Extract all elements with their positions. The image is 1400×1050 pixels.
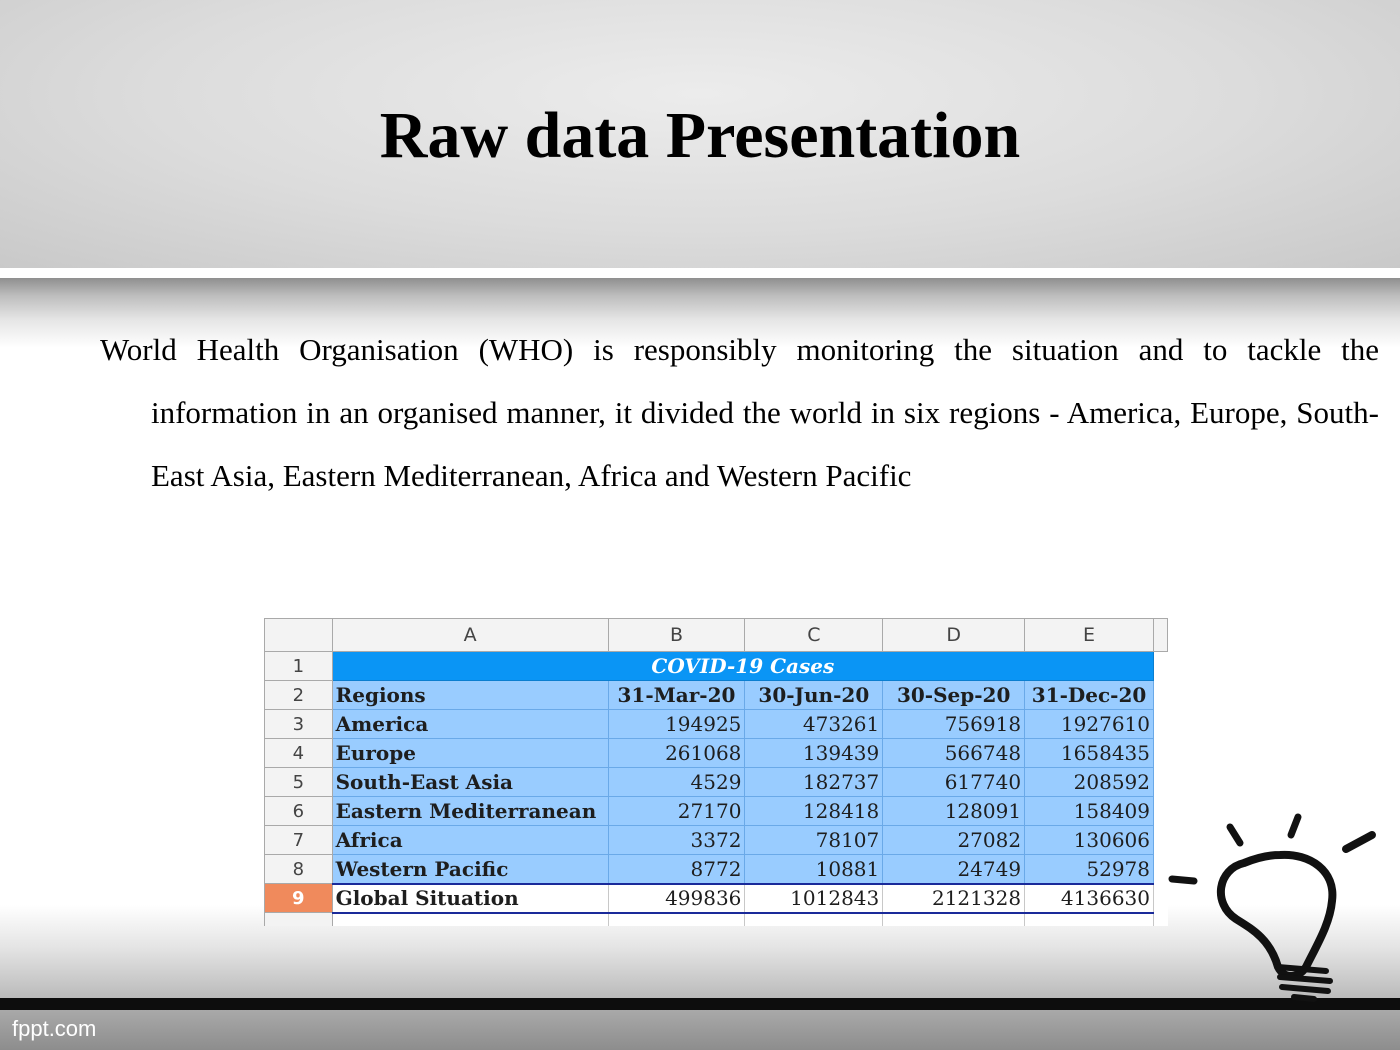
column-header-d: D	[883, 619, 1025, 652]
value-cell: 473261	[745, 710, 883, 739]
table-row-partial	[265, 913, 1168, 927]
column-header-a: A	[332, 619, 608, 652]
value-cell: 1927610	[1025, 710, 1154, 739]
row-number: 4	[265, 739, 333, 768]
region-cell: Africa	[332, 826, 608, 855]
value-cell: 8772	[608, 855, 745, 884]
column-header-row	[265, 619, 1168, 652]
total-row	[265, 884, 1168, 913]
value-cell: 27170	[608, 797, 745, 826]
total-value-cell: 4136630	[1025, 884, 1154, 913]
empty-cell	[745, 913, 883, 927]
bulb-ray-left	[1172, 879, 1194, 881]
bulb-glass	[1221, 855, 1333, 976]
value-cell: 158409	[1025, 797, 1154, 826]
table-row	[265, 768, 1168, 797]
light-bulb-icon	[1160, 805, 1400, 1010]
row-number: 1	[265, 652, 333, 681]
value-cell: 208592	[1025, 768, 1154, 797]
brand-label: fppt.com	[12, 1016, 97, 1041]
slide-body-text: World Health Organisation (WHO) is responsibly monitoring the situation and to tackle the information in an organised manner, it divided the world in six regions - America, Europe, South-East Asia, Eastern Mediterranean, Africa and Western Pacific	[100, 332, 1379, 493]
table-row	[265, 710, 1168, 739]
row-gutter	[1154, 739, 1168, 768]
table-row	[265, 855, 1168, 884]
total-value-cell: 499836	[608, 884, 745, 913]
column-header-c: C	[745, 619, 883, 652]
spreadsheet-image	[264, 618, 1168, 926]
row-number: 6	[265, 797, 333, 826]
value-cell: 1658435	[1025, 739, 1154, 768]
total-value-cell: 1012843	[745, 884, 883, 913]
row-number-active: 9	[265, 884, 333, 913]
region-cell: Europe	[332, 739, 608, 768]
region-cell: Western Pacific	[332, 855, 608, 884]
row-gutter	[1154, 681, 1168, 710]
empty-cell	[332, 913, 608, 927]
value-cell: 130606	[1025, 826, 1154, 855]
region-cell: America	[332, 710, 608, 739]
table-row	[265, 797, 1168, 826]
empty-cell	[883, 913, 1025, 927]
value-cell: 566748	[883, 739, 1025, 768]
empty-cell	[608, 913, 745, 927]
bulb-ray-upper-left	[1230, 827, 1240, 843]
covid-cases-table	[264, 618, 1168, 926]
row-number: 2	[265, 681, 333, 710]
value-cell: 182737	[745, 768, 883, 797]
value-cell: 27082	[883, 826, 1025, 855]
column-header-e: E	[1025, 619, 1154, 652]
value-cell: 10881	[745, 855, 883, 884]
value-cell: 756918	[883, 710, 1025, 739]
row-number: 3	[265, 710, 333, 739]
value-cell: 78107	[745, 826, 883, 855]
value-cell: 52978	[1025, 855, 1154, 884]
header-cell-date: 31-Dec-20	[1025, 681, 1154, 710]
region-cell: Eastern Mediterranean	[332, 797, 608, 826]
row-gutter	[1154, 710, 1168, 739]
value-cell: 128091	[883, 797, 1025, 826]
footer-bar	[0, 1010, 1400, 1050]
table-row	[265, 652, 1168, 681]
row-number-partial	[265, 913, 333, 927]
total-label-cell: Global Situation	[332, 884, 608, 913]
row-gutter	[1154, 652, 1168, 681]
bulb-base-line	[1282, 987, 1328, 991]
row-number: 8	[265, 855, 333, 884]
value-cell: 261068	[608, 739, 745, 768]
value-cell: 139439	[745, 739, 883, 768]
column-header-b: B	[608, 619, 745, 652]
table-header-row	[265, 681, 1168, 710]
row-number: 5	[265, 768, 333, 797]
value-cell: 3372	[608, 826, 745, 855]
table-row	[265, 826, 1168, 855]
bulb-base-tip	[1294, 997, 1314, 999]
value-cell: 24749	[883, 855, 1025, 884]
bulb-ray-top	[1291, 817, 1298, 835]
value-cell: 194925	[608, 710, 745, 739]
empty-cell	[1025, 913, 1154, 927]
value-cell: 4529	[608, 768, 745, 797]
row-number: 7	[265, 826, 333, 855]
bulb-ray-right	[1346, 835, 1372, 849]
slide-title: Raw data Presentation	[379, 99, 1021, 172]
row-gutter	[1154, 768, 1168, 797]
table-title-cell: COVID-19 Cases	[332, 652, 1153, 681]
header-cell-regions: Regions	[332, 681, 608, 710]
region-cell: South-East Asia	[332, 768, 608, 797]
title-band-divider	[0, 268, 1400, 278]
bulb-base-line	[1278, 967, 1326, 971]
header-cell-date: 30-Jun-20	[745, 681, 883, 710]
header-cell-date: 31-Mar-20	[608, 681, 745, 710]
total-value-cell: 2121328	[883, 884, 1025, 913]
column-header-gutter	[1154, 619, 1168, 652]
corner-cell	[265, 619, 333, 652]
bulb-base-line	[1280, 977, 1330, 981]
value-cell: 128418	[745, 797, 883, 826]
table-row	[265, 739, 1168, 768]
value-cell: 617740	[883, 768, 1025, 797]
header-cell-date: 30-Sep-20	[883, 681, 1025, 710]
